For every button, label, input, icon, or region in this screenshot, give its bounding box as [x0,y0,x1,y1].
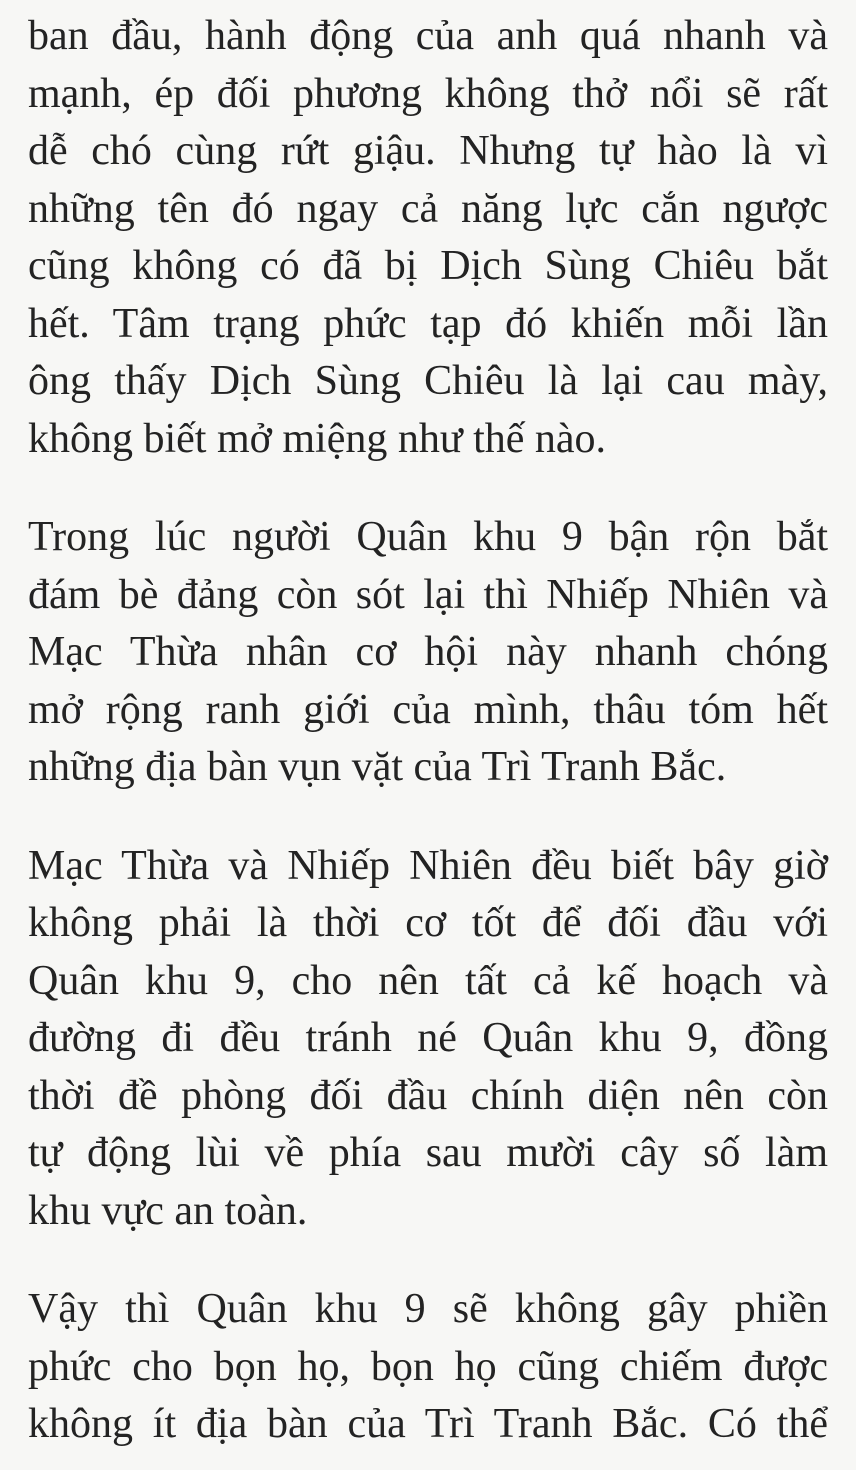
text-line: dễ chó cùng rứt giậu. Nhưng tự hào là vì [28,128,828,174]
text-line: Quân khu 9, cho nên tất cả kế hoạch và [28,957,828,1004]
text-line: hết. Tâm trạng phức tạp đó khiến mỗi lần [28,300,828,347]
text-line: Vậy thì Quân khu 9 sẽ không gây phiền [28,1286,828,1332]
text-line: đường đi đều tránh né Quân khu 9, đồng [28,1015,828,1061]
text-line: mạnh, ép đối phương không thở nổi sẽ rất [28,70,828,117]
text-line: cũng không có đã bị Dịch Sùng Chiêu bắt [28,243,828,289]
paragraph [28,838,828,1241]
text-line: ban đầu, hành động của anh quá nhanh và [28,13,828,59]
text-line: không ít địa bàn của Trì Tranh Bắc. Có thể [28,1401,828,1447]
text-line: đám bè đảng còn sót lại thì Nhiếp Nhiên và [28,571,828,618]
text-line: Trong lúc người Quân khu 9 bận rộn bắt [28,514,828,560]
text-line: Mạc Thừa nhân cơ hội này nhanh chóng [28,629,828,675]
text-line: mở rộng ranh giới của mình, thâu tóm hết [28,686,828,733]
text-line: ông thấy Dịch Sùng Chiêu là lại cau mày, [28,358,828,404]
text-line: Mạc Thừa và Nhiếp Nhiên đều biết bây giờ [28,842,828,889]
text-line: khu vực an toàn. [28,1187,308,1234]
text-line: những tên đó ngay cả năng lực cắn ngược [28,185,828,232]
text-line: phức cho bọn họ, bọn họ cũng chiếm được [28,1343,828,1390]
book-text [28,8,828,1454]
paragraph [28,8,828,468]
paragraph [28,509,828,797]
text-line: không phải là thời cơ tốt để đối đầu với [28,900,828,946]
paragraph [28,1281,828,1454]
text-line: không biết mở miệng như thế nào. [28,415,607,462]
text-line: tự động lùi về phía sau mười cây số làm [28,1130,828,1176]
text-line: những địa bàn vụn vặt của Trì Tranh Bắc. [28,744,727,790]
text-line: thời đề phòng đối đầu chính diện nên còn [28,1072,828,1119]
